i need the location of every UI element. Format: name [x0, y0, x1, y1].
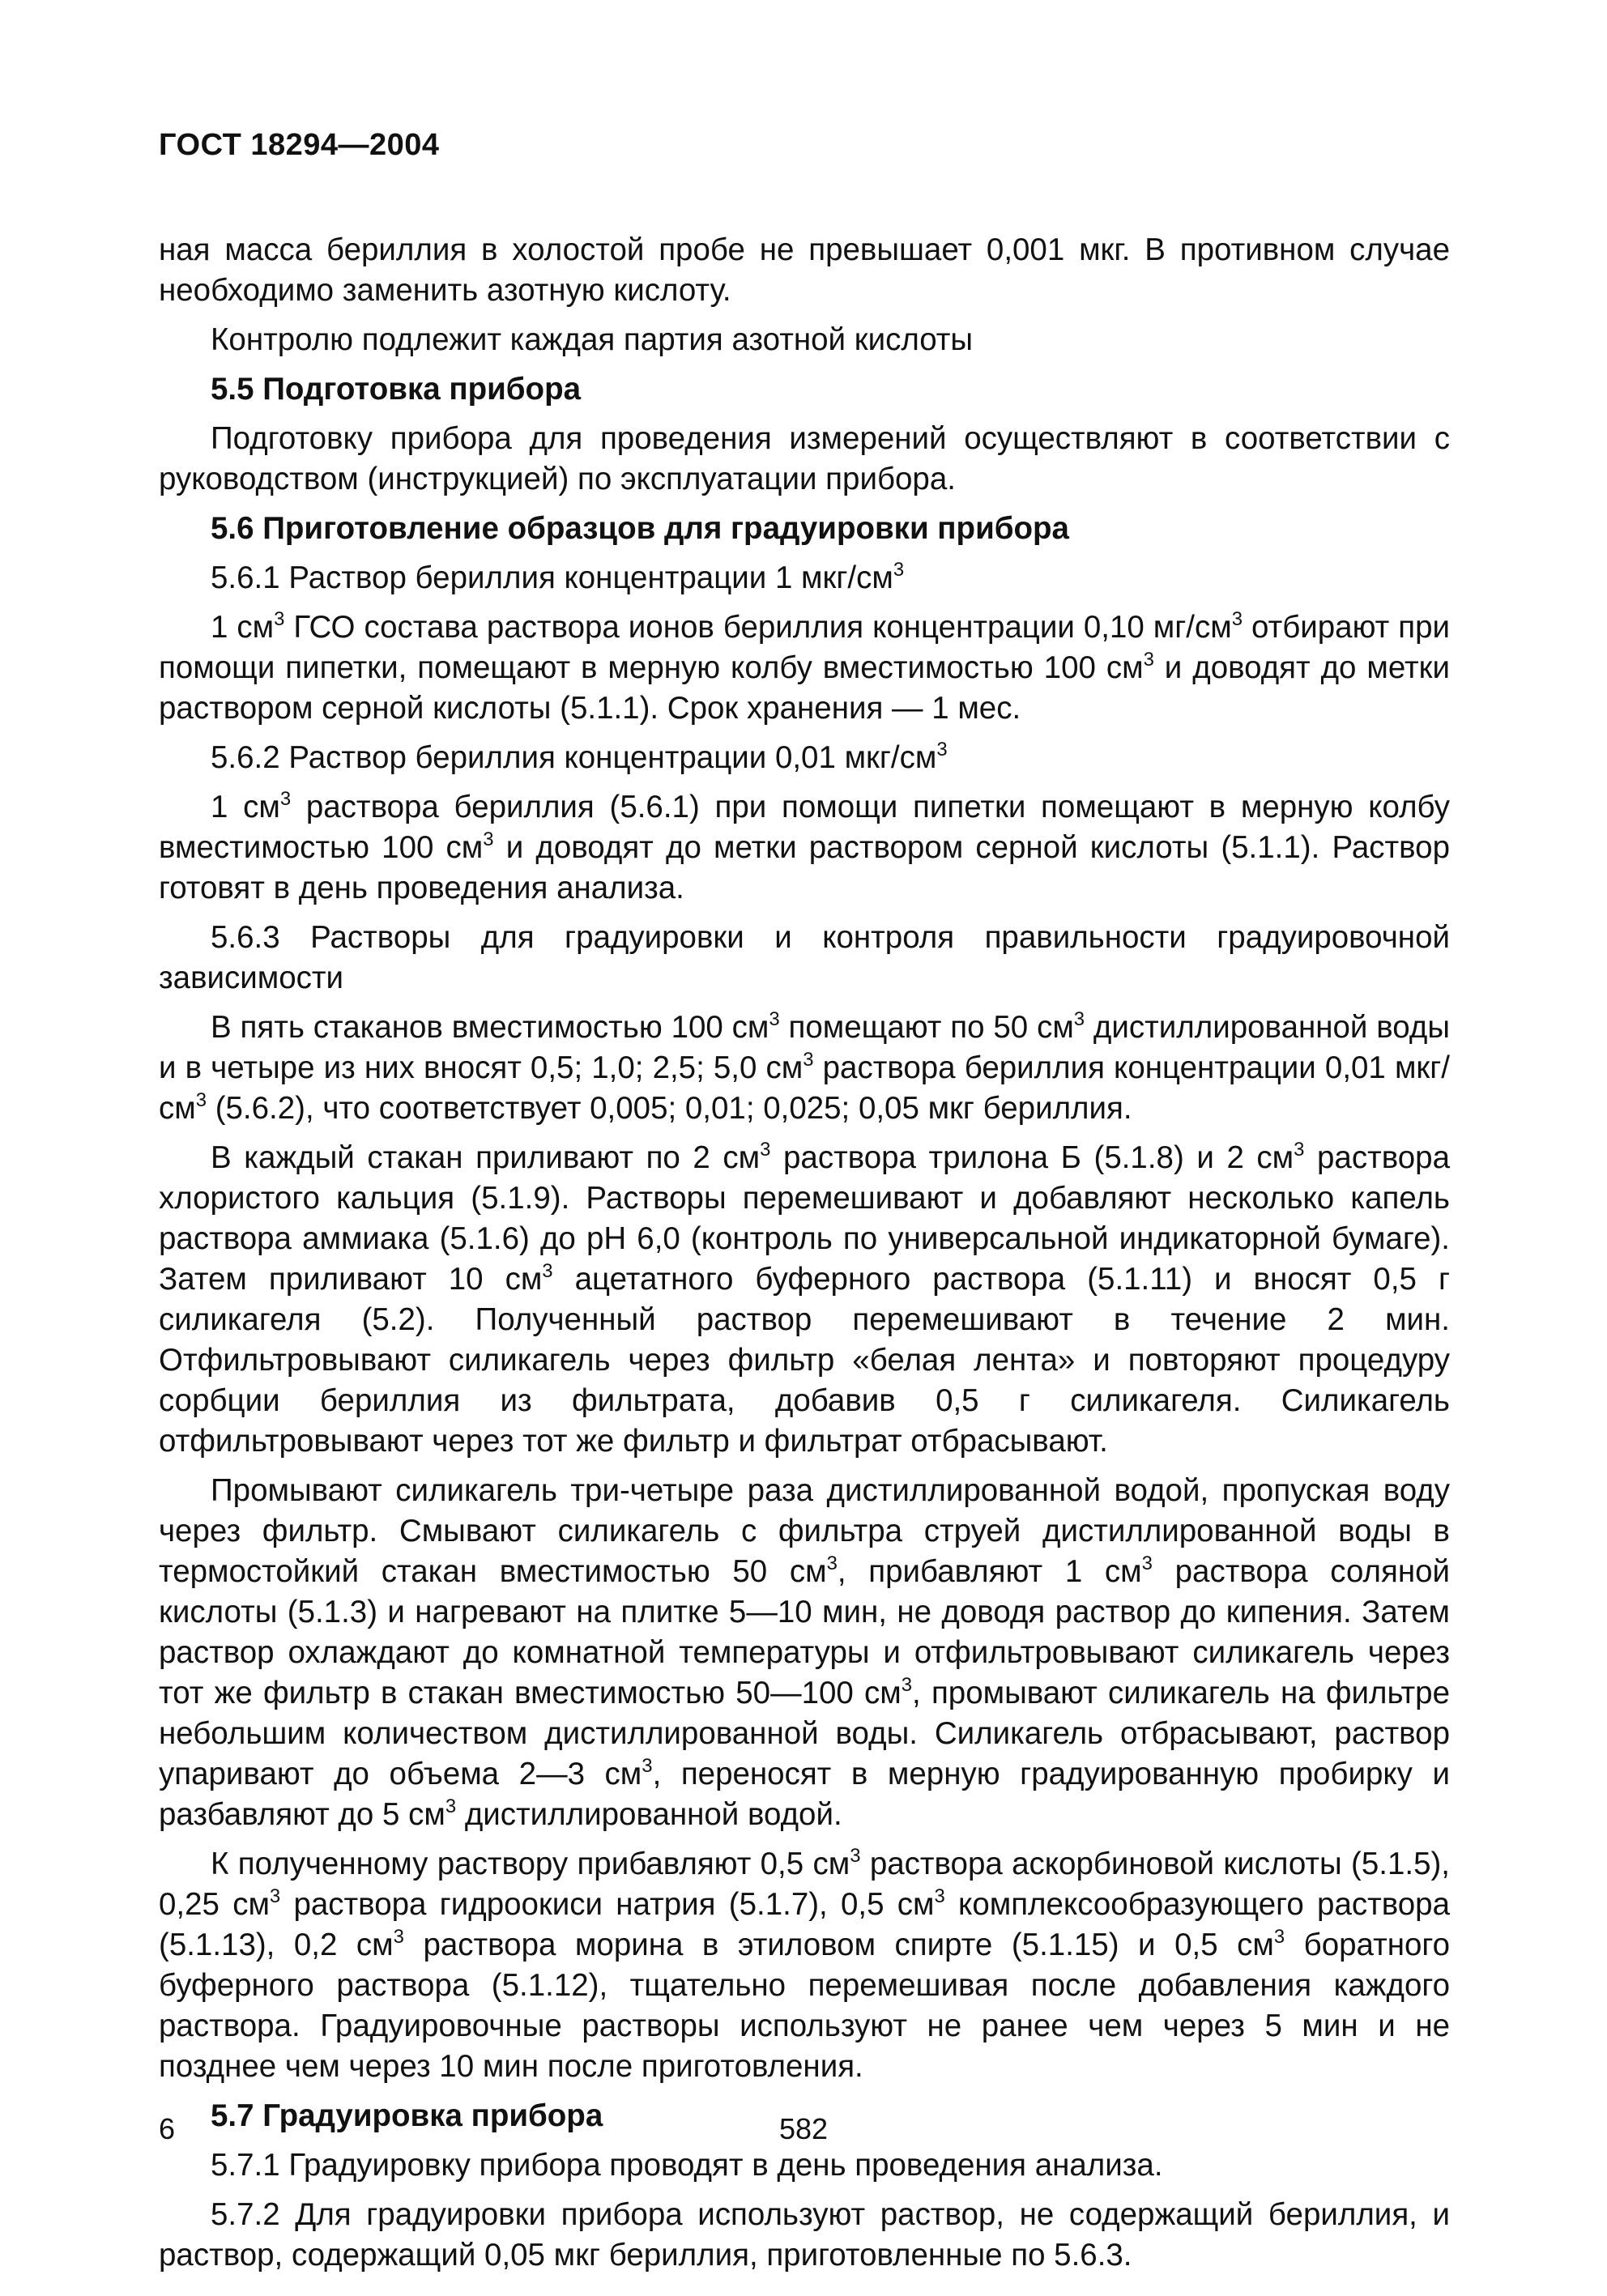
subclause-5-7-1: 5.7.1 Градуировку прибора проводят в день проведения анализа.: [211, 2148, 1163, 2183]
paragraph-5-5: Подготовку прибора для проведения измерений осуществляют в соответствии с руководством (инструкцией) по эксплуатации прибора.: [159, 421, 1450, 496]
heading-5-5: 5.5 Подготовка прибора: [211, 372, 581, 407]
paragraph-each-beaker: В каждый стакан приливают по 2 $см^3$ раствора трилона Б (5.1.8) и 2 $см^3$ раствора хлористого кальция (5.1.9). Растворы перемешивают и добавляют несколько капель раствора аммиака (5.1.6) до pH 6,0 (контроль по универсальной индикаторной бумаге). Затем приливают 10 $см^3$ ацетатного буферного раствора (5.1.11) и вносят 0,5 г силикагеля (5.2). Полученный раствор перемешивают в течение 2 мин. Отфильтровывают силикагель через фильтр «белая лента» и повторяют процедуру сорбции бериллия из фильтрата, добавив 0,5 г силикагеля. Силикагель отфильтровывают через тот же фильтр и фильтрат отбрасывают.: [159, 1139, 1450, 1459]
subclause-5-6-1: 5.6.1 Раствор бериллия концентрации 1 мкг/$см^3$: [211, 559, 905, 595]
subclause-5-6-2: 5.6.2 Раствор бериллия концентрации 0,01 мкг/$см^3$: [211, 739, 948, 775]
paragraph-control: Контролю подлежит каждая партия азотной кислоты: [211, 322, 974, 357]
paragraph-continuation: ная масса бериллия в холостой пробе не превышает 0,001 мкг. В противном случае необходимо заменить азотную кислоту.: [159, 232, 1450, 308]
paragraph-wash: Промывают силикагель три-четыре раза дистиллированной водой, пропуская воду через фильтр. Смывают силикагель с фильтра струей дистиллированной воды в термостойкий стакан вместимостью 50 $см^3$, прибавляют 1 $см^3$ раствора соляной кислоты (5.1.3) и нагревают на плитке 5—10 мин, не доводя раствор до кипения. Затем раствор охлаждают до комнатной температуры и отфильтровывают силикагель через тот же фильтр в стакан вместимостью 50—100 $см^3$, промывают силикагель на фильтре небольшим количеством дистиллированной воды. Силикагель отбрасывают, раствор упаривают до объема 2—3 $см^3$, переносят в мерную градуированную пробирку и разбавляют до 5 $см^3$ дистиллированной водой.: [159, 1473, 1450, 1832]
paragraph-add-reagents: К полученному раствору прибавляют 0,5 $см^3$ раствора аскорбиновой кислоты (5.1.5), 0,25 $см^3$ раствора гидроокиси натрия (5.1.7), 0,5 $см^3$ комплексообразующего раствора (5.1.13), 0,2 $см^3$ раствора морина в этиловом спирте (5.1.15) и 0,5 $см^3$ боратного буферного раствора (5.1.12), тщательно перемешивая после добавления каждого раствора. Градуировочные растворы используют не ранее чем через 5 мин и не позднее чем через 10 мин после приготовления.: [159, 1845, 1451, 2084]
paragraph-5-6-3: В пять стаканов вместимостью 100 $см^3$ помещают по 50 $см^3$ дистиллированной воды и в четыре из них вносят 0,5; 1,0; 2,5; 5,0 $см^3$ раствора бериллия концентрации 0,01 мкг/$см^3$ (5.6.2), что соответствует 0,005; 0,01; 0,025; 0,05 мкг бериллия.: [159, 1008, 1451, 1126]
page-number: 6: [159, 2112, 176, 2145]
paragraph-5-6-1: 1 $см^3$ ГСО состава раствора ионов бериллия концентрации 0,10 $мг/см^3$ отбирают при помощи пипетки, помещают в мерную колбу вместимостью 100 $см^3$ и доводят до метки раствором серной кислоты (5.1.1). Срок хранения — 1 мес.: [159, 608, 1451, 726]
heading-5-7: 5.7 Градуировка прибора: [211, 2098, 603, 2133]
sheet-number: 582: [778, 2112, 829, 2145]
document-body: [159, 230, 1450, 2285]
paragraph-5-6-2: 1 $см^3$ раствора бериллия (5.6.1) при помощи пипетки помещают в мерную колбу вместимостью 100 $см^3$ и доводят до метки раствором серной кислоты (5.1.1). Раствор готовят в день проведения анализа.: [159, 788, 1451, 905]
heading-5-6: 5.6 Приготовление образцов для градуировки прибора: [211, 511, 1069, 546]
document-code: ГОСТ 18294—2004: [159, 128, 440, 162]
subclause-5-7-2: 5.7.2 Для градуировки прибора используют раствор, не содержащий бериллия, и раствор, содержащий 0,05 мкг бериллия, приготовленные по 5.6.3.: [159, 2197, 1450, 2273]
subclause-5-6-3: 5.6.3 Растворы для градуировки и контроля правильности градуировочной зависимости: [159, 920, 1450, 995]
